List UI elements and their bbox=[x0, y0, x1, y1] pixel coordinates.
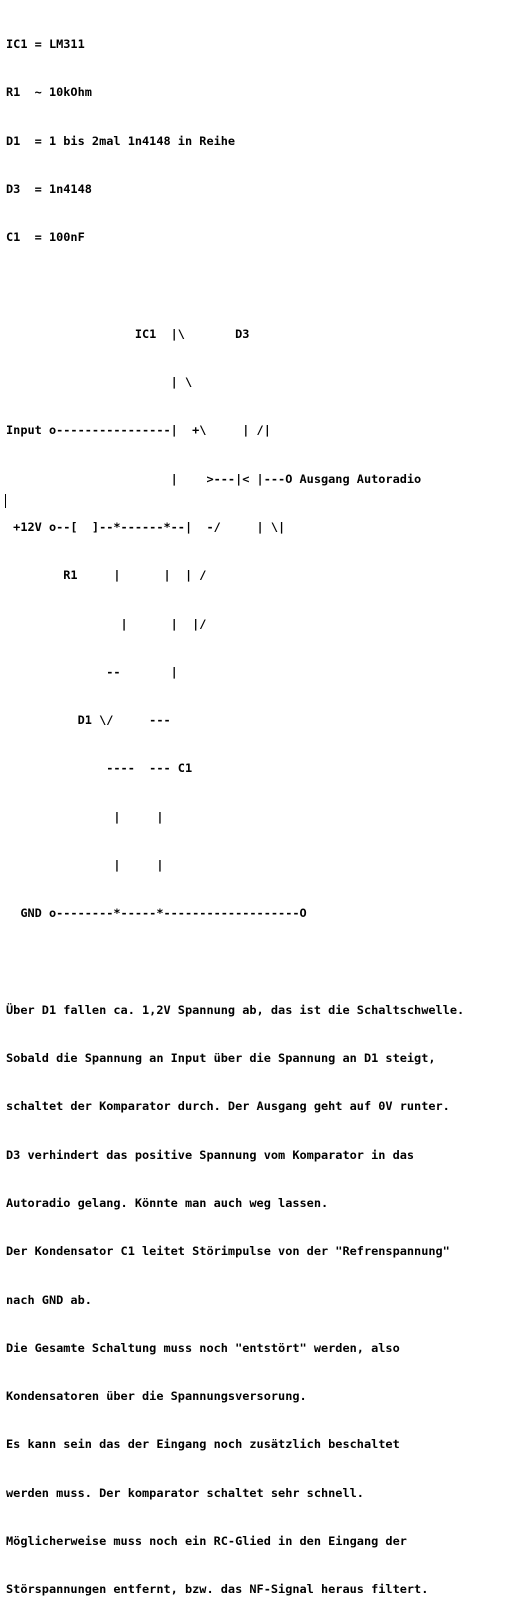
description-line: D3 verhindert das positive Spannung vom Komparator in das bbox=[6, 1147, 415, 1162]
description-line: Störspannungen entfernt, bzw. das NF-Signal heraus filtert. bbox=[6, 1582, 429, 1597]
description-line: Über D1 fallen ca. 1,2V Spannung ab, das ist die Schaltschwelle. bbox=[6, 1002, 465, 1017]
schematic-line-supply: +12V o--[ ]--*------*--| -/ | \| bbox=[6, 520, 286, 534]
description-line: Sobald die Spannung an Input über die Spannung an D1 steigt, bbox=[6, 1051, 436, 1066]
parts-line-ic1: IC1 = LM311 bbox=[6, 37, 85, 52]
text-editor-area[interactable] bbox=[6, 4, 520, 1597]
description-line: werden muss. Der komparator schaltet sehr schnell. bbox=[6, 1485, 364, 1500]
schematic-line-ic1-label: IC1 |\ D3 bbox=[6, 326, 250, 341]
description-line: Möglicherweise muss noch ein RC-Glied in den Eingang der bbox=[6, 1533, 407, 1548]
description-line: nach GND ab. bbox=[6, 1292, 92, 1307]
schematic-line: | | bbox=[6, 857, 164, 872]
description-line: schaltet der Komparator durch. Der Ausgang geht auf 0V runter. bbox=[6, 1099, 450, 1114]
schematic-line-d1: D1 \/ --- bbox=[6, 713, 171, 728]
description-line: Es kann sein das der Eingang noch zusätzlich beschaltet bbox=[6, 1437, 400, 1452]
parts-line-d1: D1 = 1 bis 2mal 1n4148 in Reihe bbox=[6, 133, 236, 148]
schematic-line-gnd: GND o--------*-----*-------------------O bbox=[6, 906, 307, 921]
blank-line bbox=[6, 278, 520, 294]
parts-line-r1: R1 ~ 10kOhm bbox=[6, 85, 92, 100]
description-line: Der Kondensator C1 leitet Störimpulse von der "Refrenspannung" bbox=[6, 1244, 450, 1259]
text-cursor bbox=[5, 494, 6, 508]
schematic-line-output: | >---|< |---O Ausgang Autoradio bbox=[6, 471, 422, 486]
schematic-line: | \ bbox=[6, 375, 193, 390]
schematic-line-c1: ---- --- C1 bbox=[6, 761, 193, 776]
description-line: Kondensatoren über die Spannungsversorung. bbox=[6, 1389, 307, 1404]
schematic-line: | | bbox=[6, 809, 164, 824]
parts-line-d3: D3 = 1n4148 bbox=[6, 182, 92, 197]
blank-line bbox=[6, 954, 520, 970]
description-line: Die Gesamte Schaltung muss noch "entstört" werden, also bbox=[6, 1340, 400, 1355]
schematic-line-input: Input o----------------| +\ | /| bbox=[6, 423, 271, 438]
schematic-line-r1: R1 | | | / bbox=[6, 568, 207, 583]
description-line: Autoradio gelang. Könnte man auch weg lassen. bbox=[6, 1195, 329, 1210]
schematic-line: -- | bbox=[6, 664, 178, 679]
schematic-line: | | |/ bbox=[6, 616, 207, 631]
parts-line-c1: C1 = 100nF bbox=[6, 230, 85, 245]
